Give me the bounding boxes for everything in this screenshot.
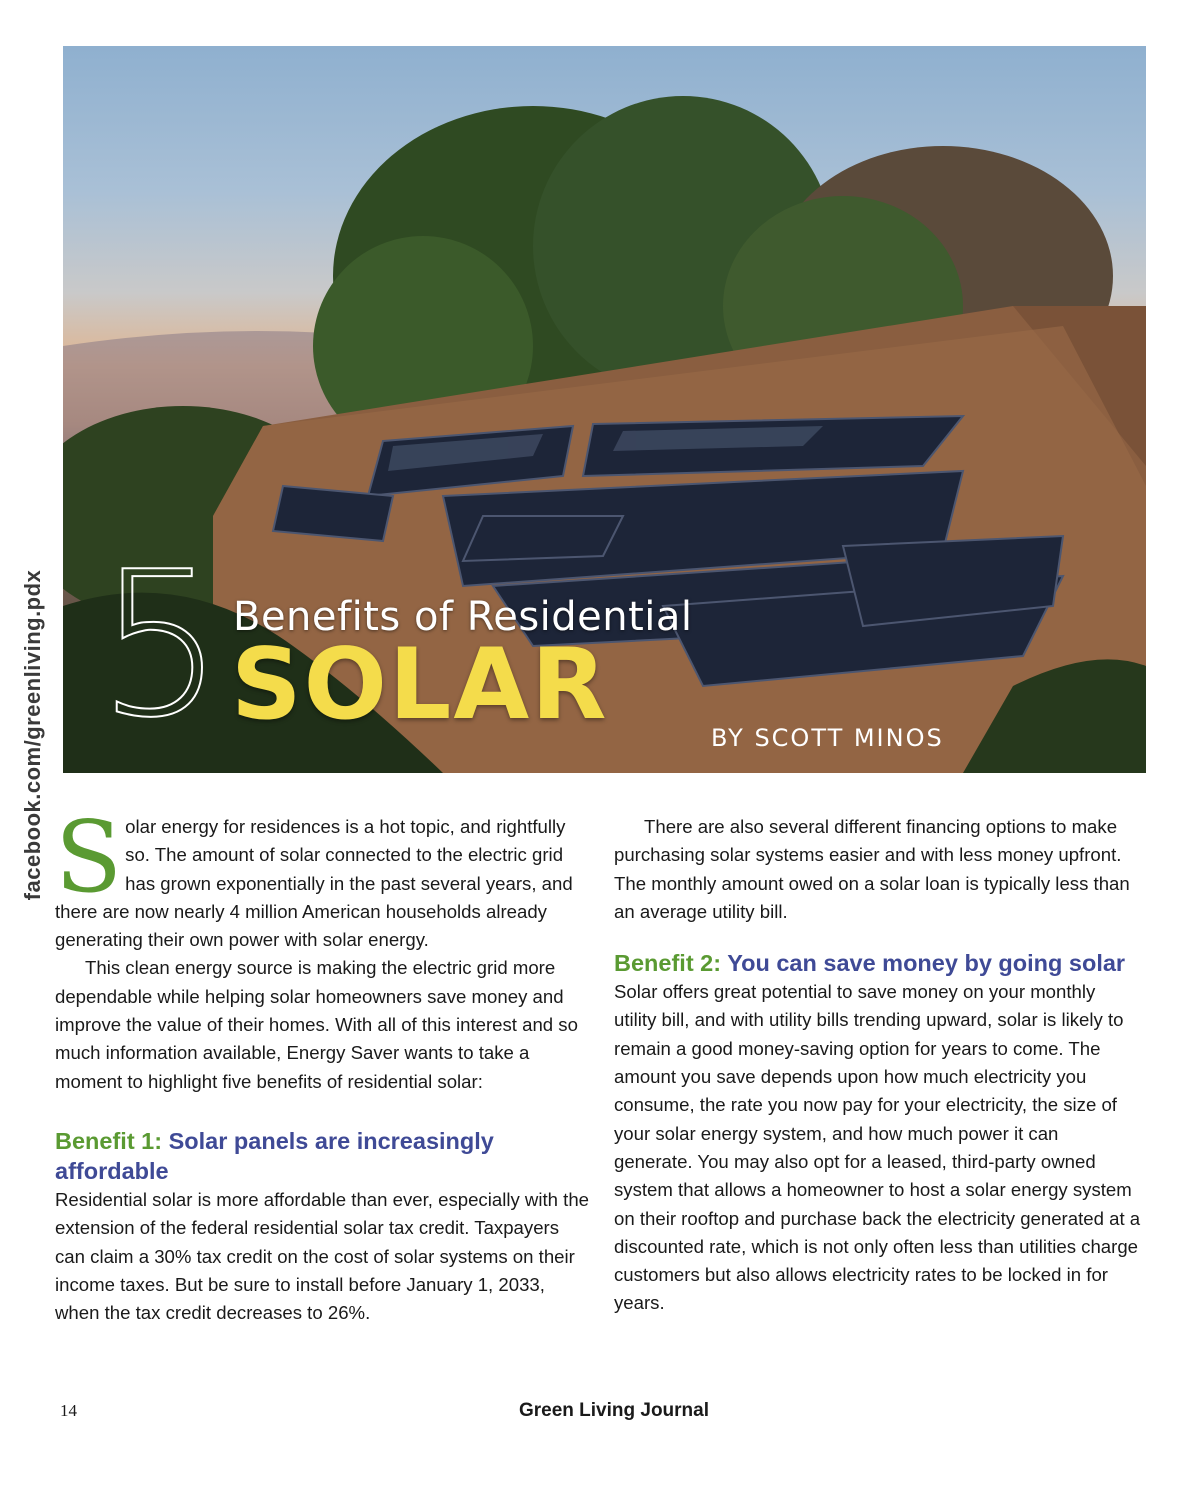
side-facebook-url[interactable]: facebook.com/greenliving.pdx (20, 569, 45, 901)
benefit-1-body: Residential solar is more affordable than ever, especially with the extension of the federal residential solar tax credit. Taxpayers can claim a 30% tax credit on the cost of solar systems on their income taxes. But be sure to install before January 1, 2033, when the tax credit decreases to 26%. (55, 1188, 589, 1324)
page-number: 14 (60, 1401, 77, 1420)
benefit-1-number: Benefit 1: (55, 1127, 163, 1154)
intro-text: olar energy for residences is a hot topic, and rightfully so. The amount of solar connected to the electric grid has grown exponentially in the past several years, and there are now nearly 4 million American households already generating their own power with solar energy. (55, 816, 573, 951)
benefit-2-heading (614, 948, 1142, 978)
benefit-2-number: Benefit 2: (614, 950, 722, 977)
benefit-2-body: Solar offers great potential to save money on your monthly utility bill, and with utility bills trending upward, solar is likely to remain a good money-saving option for years to come. The amount you save depends upon how much electricity you consume, the rate you now pay for your electricity, the size of your solar energy system, and how much power it can generate. You may also opt for a leased, third-party owned system that allows a homeowner to host a solar energy system on their rooftop and purchase back the electricity generated at a discounted rate, which is not only often less than utilities charge customers but also allows electricity rates to be locked in for years. (614, 981, 1141, 1314)
byline: BY SCOTT MINOS (711, 724, 944, 752)
intro-paragraph (55, 801, 593, 954)
hero-subtitle: Benefits of Residential (233, 594, 693, 640)
hero-image (63, 46, 1146, 773)
hero-number-five: 5 (97, 529, 225, 762)
drop-cap: S (55, 801, 123, 915)
benefit-2-title: You can save money by going solar (727, 950, 1126, 977)
intro-paragraph-2: This clean energy source is making the electric grid more dependable while helping solar homeowners save money and improve the value of their homes. With all of this interest and so much information available, Energy Saver wants to take a moment to highlight five benefits of residential solar: (55, 957, 578, 1092)
benefit-1-heading (55, 1126, 593, 1186)
financing-paragraph: There are also several different financing options to make purchasing solar systems easier and with less money upfront. The monthly amount owed on a solar loan is typically less than an average utility bill. (614, 816, 1130, 922)
spacer (55, 1096, 593, 1126)
benefit-1-title: Solar panels are increasingly affordable (55, 1127, 494, 1184)
journal-name: Green Living Journal (518, 1400, 710, 1421)
hero-title: SOLAR (231, 628, 609, 742)
spacer (614, 926, 1142, 948)
right-column (614, 813, 1142, 1318)
left-column (55, 801, 593, 1327)
